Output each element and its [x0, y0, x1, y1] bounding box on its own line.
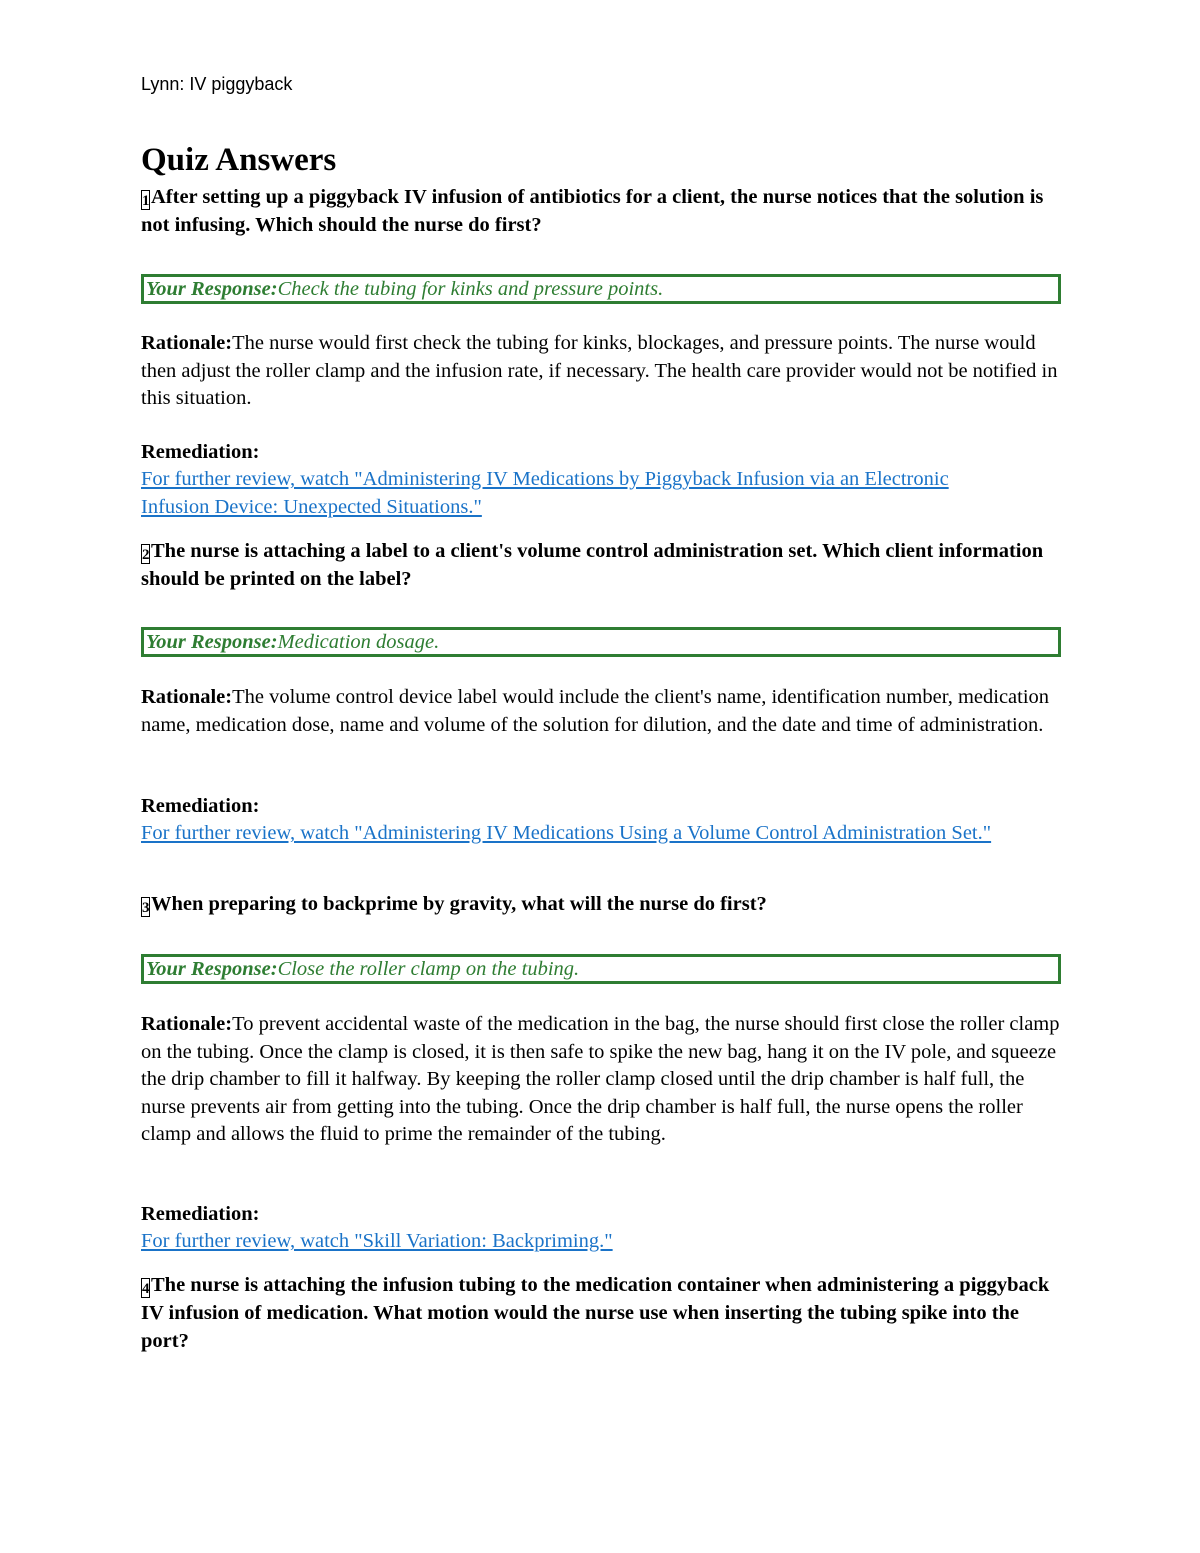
response-text: Close the roller clamp on the tubing.: [277, 958, 580, 980]
response-text: Check the tubing for kinks and pressure points.: [277, 278, 664, 300]
rationale-text: The nurse would first check the tubing for kinks, blockages, and pressure points. The nurse would then adjust the roller clamp and the infusion rate, if necessary. The health care provider would not be notified in this situation.: [141, 332, 1058, 409]
rationale-label: Rationale:: [141, 686, 233, 708]
rationale-1: [141, 330, 1066, 413]
rationale-label: Rationale:: [141, 332, 233, 354]
question-3: [141, 890, 1066, 918]
rationale-2: [141, 684, 1066, 739]
remediation-link-1[interactable]: For further review, watch "Administering IV Medications by Piggyback Infusion via an Electronic Infusion Device: Unexpected Situations.": [141, 468, 949, 518]
rationale-3: [141, 1011, 1066, 1149]
response-box-3: [141, 954, 1061, 984]
response-box-2: [141, 627, 1061, 657]
remediation-label-2: Remediation:: [141, 795, 260, 817]
question-number: 2: [141, 544, 150, 564]
remediation-link-3[interactable]: For further review, watch "Skill Variation: Backpriming.": [141, 1230, 613, 1252]
question-2: [141, 537, 1066, 593]
rationale-label: Rationale:: [141, 1013, 233, 1035]
page-title: Quiz Answers: [141, 142, 337, 178]
response-text: Medication dosage.: [277, 631, 440, 653]
rationale-text: To prevent accidental waste of the medication in the bag, the nurse should first close the roller clamp on the tubing. Once the clamp is closed, it is then safe to spike the new bag, hang it on the IV pole, and squeeze the drip chamber to fill it halfway. By keeping the roller clamp closed until the drip chamber is half full, the nurse prevents air from getting into the tubing. Once the drip chamber is half full, the nurse opens the roller clamp and allows the fluid to prime the remainder of the tubing.: [141, 1013, 1060, 1145]
question-text: After setting up a piggyback IV infusion of antibiotics for a client, the nurse notices that the solution is not infusing. Which should the nurse do first?: [141, 186, 1044, 236]
question-number: 4: [141, 1278, 150, 1298]
remediation-link-2[interactable]: For further review, watch "Administering IV Medications Using a Volume Control Administration Set.": [141, 822, 992, 844]
response-label: Your Response:: [146, 958, 278, 980]
page-header: Lynn: IV piggyback: [141, 74, 293, 94]
response-box-1: [141, 274, 1061, 304]
question-1: [141, 183, 1066, 239]
question-text: When preparing to backprime by gravity, what will the nurse do first?: [151, 893, 767, 915]
question-number: 1: [141, 190, 150, 210]
question-4: [141, 1271, 1066, 1355]
question-text: The nurse is attaching the infusion tubing to the medication container when administering a piggyback IV infusion of medication. What motion would the nurse use when inserting the tubing spike into the port?: [141, 1274, 1050, 1352]
remediation-label-1: Remediation:: [141, 441, 260, 463]
response-label: Your Response:: [146, 278, 278, 300]
response-label: Your Response:: [146, 631, 278, 653]
question-text: The nurse is attaching a label to a client's volume control administration set. Which client information should be printed on the label?: [141, 540, 1044, 590]
rationale-text: The volume control device label would include the client's name, identification number, medication name, medication dose, name and volume of the solution for dilution, and the date and time of administration.: [141, 686, 1050, 736]
remediation-label-3: Remediation:: [141, 1203, 260, 1225]
question-number: 3: [141, 897, 150, 917]
